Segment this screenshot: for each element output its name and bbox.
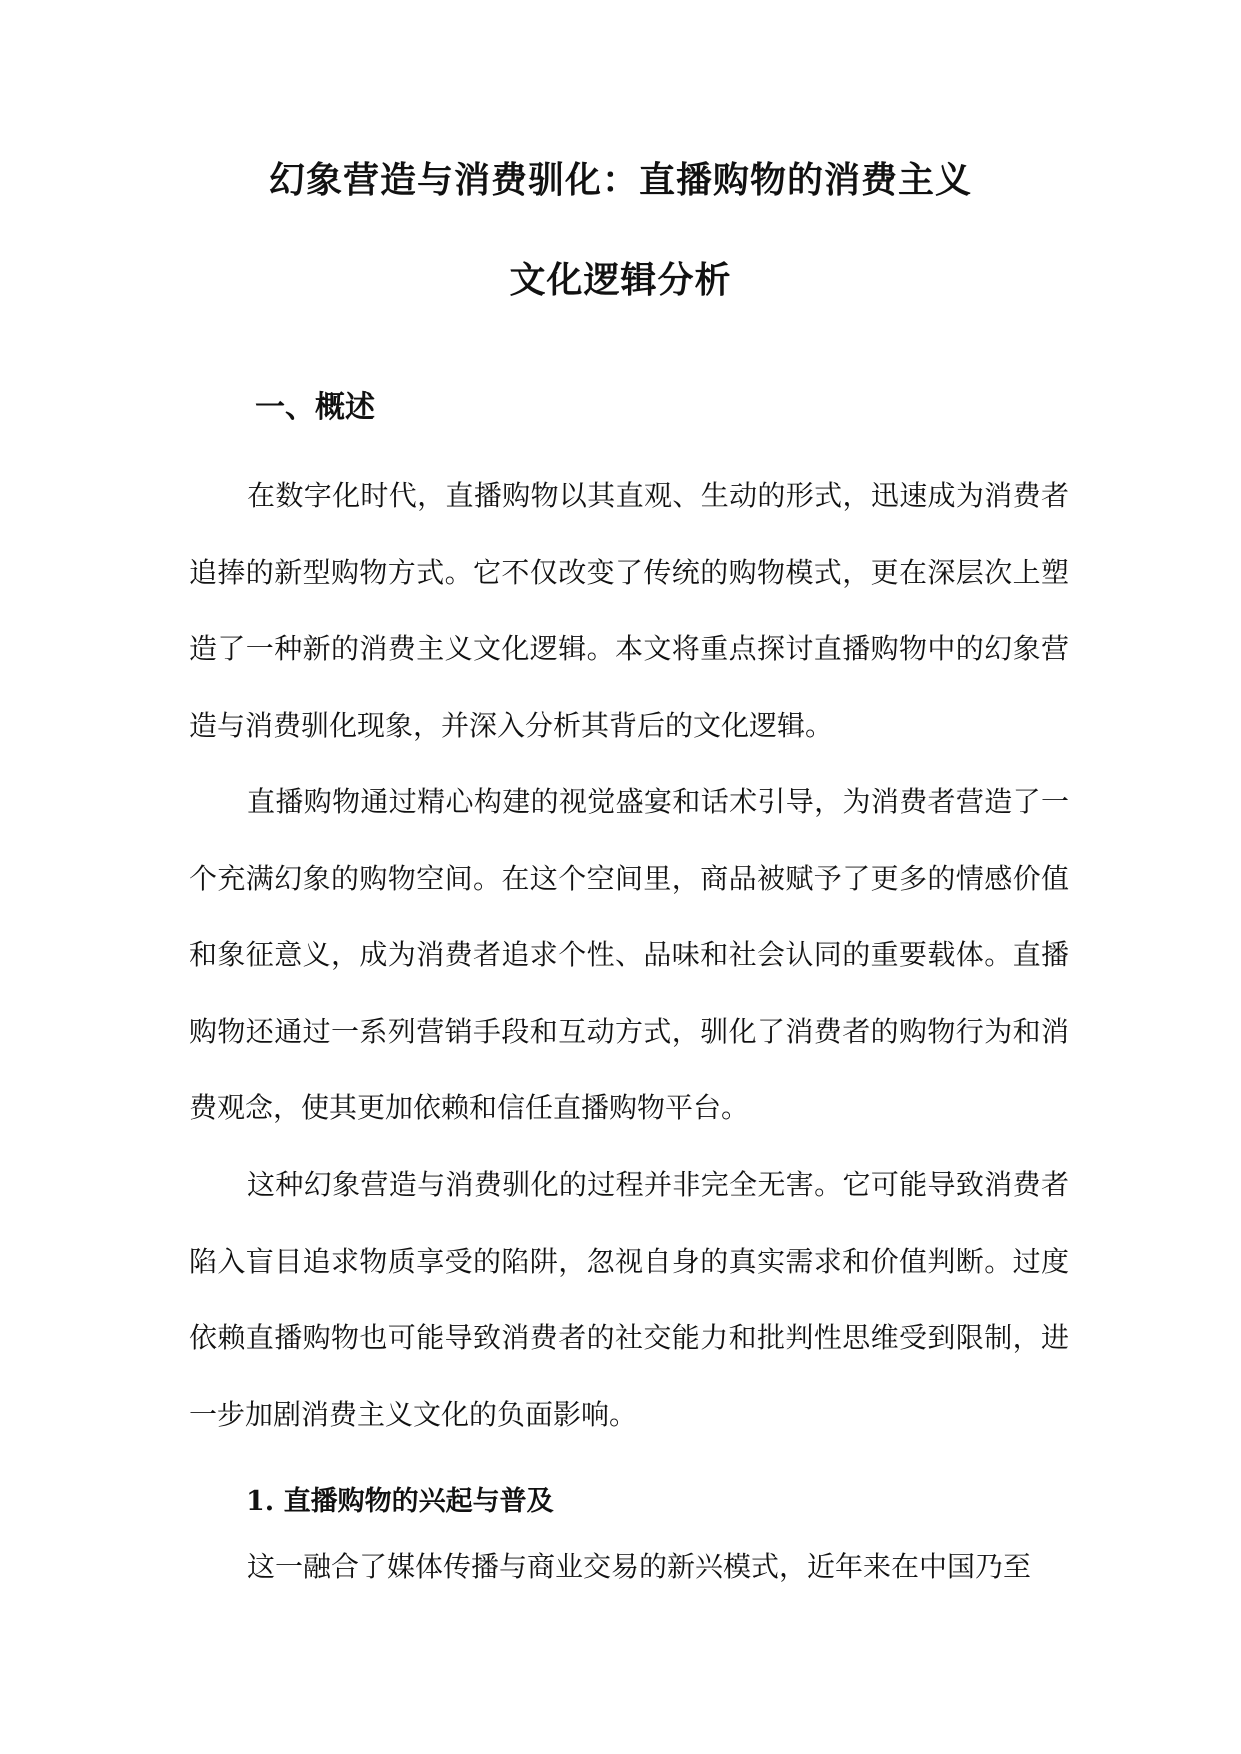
paragraph-3: 这种幻象营造与消费驯化的过程并非完全无害。它可能导致消费者陷入盲目追求物质享受的陷阱，忽视自身的真实需求和价值判断。过度依赖直播购物也可能导致消费者的社交能力和批判性思维受到限制，进一步加剧消费主义文化的负面影响。 (189, 1168, 1069, 1431)
document-title-line-2: 文化逻辑分析 (509, 259, 732, 301)
paragraph-1: 在数字化时代，直播购物以其直观、生动的形式，迅速成为消费者追捧的新型购物方式。它不仅改变了传统的购物模式，更在深层次上塑造了一种新的消费主义文化逻辑。本文将重点探讨直播购物中的幻象营造与消费驯化现象，并深入分析其背后的文化逻辑。 (189, 479, 1069, 742)
section-heading-overview: 一、概述 (255, 390, 375, 425)
paragraph-2: 直播购物通过精心构建的视觉盛宴和话术引导，为消费者营造了一个充满幻象的购物空间。在这个空间里，商品被赋予了更多的情感价值和象征意义，成为消费者追求个性、品味和社会认同的重要载体。直播购物还通过一系列营销手段和互动方式，驯化了消费者的购物行为和消费观念，使其更加依赖和信任直播购物平台。 (189, 785, 1069, 1124)
subsection-heading-rise: 1. 直播购物的兴起与普及 (246, 1486, 554, 1517)
paragraph-4: 这一融合了媒体传播与商业交易的新兴模式，近年来在中国乃至 (247, 1550, 1032, 1583)
document-title-line-1: 幻象营造与消费驯化：直播购物的消费主义 (268, 159, 972, 201)
